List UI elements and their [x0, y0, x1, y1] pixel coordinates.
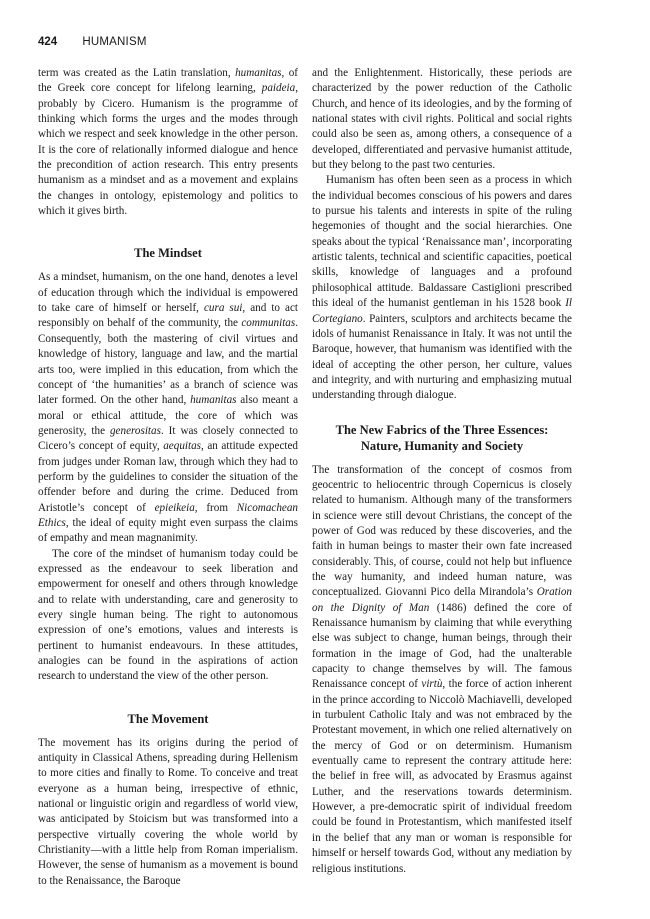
italic-term: humanitas [235, 67, 282, 79]
italic-term: virtù [421, 678, 443, 691]
italic-term: communitas [241, 317, 296, 330]
italic-term: paideia [261, 82, 296, 95]
fabrics-paragraph-1: The transformation of the concept of cosmos from geocentric to heliocentric through Copernicus is closely related to humanism. Although many of the transformers in science were still devout Christians, the concept of the power of God was reduced by these discoveries, and the faith in human beings to master their own fate increased considerably. This, of course, could not help but influence the way humanity, and indeed human nature, was conceptualized. Giovanni Pico della Mirandola’s Oration on the Dignity of Man (1486) defined the core of Renaissance humanism by claiming that while everything else was subject to change, human beings, through their formation in the image of God, had the unalterable capacity to change themselves by will. The famous Renaissance concept of virtù, the force of action inherent in the prince according to Niccolò Machiavelli, developed in turbulent Catholic Italy and was not embraced by the Protestant movement, in which one relied alternatively on the mercy of God or on determinism. Humanism eventually came to represent the contrary attitude here: the belief in free will, as advocated by Erasmus against Luther, and the reservations towards determinism. However, a pre-democratic spirit of individual freedom could be found in Protestantism, which manifested itself in the belief that any man or woman is responsible for himself or herself towards God, without any mediation by religious institutions. [312, 463, 573, 875]
italic-term: Oration on the Dignity of Man [312, 586, 572, 614]
italic-term: humanitas [190, 394, 237, 407]
movement-paragraph-1: The movement has its origins during the period of antiquity in Classical Athens, spreading during Hellenism to more cities and finally to Rome. To conceive and treat everyone as a human being, irrespective of ethnic, national or linguistic origin and regardless of world view, was anticipated by Stoicism but was transformed into a perspective virtually covering the whole world by Christianity—with a little help from Roman imperialism. However, the sense of humanism as a movement is bound to the Renaissance, the Baroque [38, 736, 298, 887]
mindset-paragraph-1: As a mindset, humanism, on the one hand, denotes a level of education through which the individual is empowered to take care of himself or herself, cura sui, and to act responsibly on behalf of the community, the communitas. Consequently, both the mastering of civil virtues and knowledge of history, language and law, and the martial arts too, were implied in this education, from which the concept of ‘the humanities’ as a branch of science was later formed. On the other hand, humanitas also meant a moral or ethical attitude, the core of which was generosity, the generositas. It was closely connected to Cicero’s concept of equity, aequitas, an attitude expected from judges under Roman law, through which they had to perform by the guidelines to consider the situation of the offender before and during the crime. Deduced from Aristotle’s concept of epieikeia, from Nicomachean Ethics, the ideal of equity might even surpass the claims of empathy and mean magnanimity. [38, 271, 299, 545]
mindset-paragraph-2: The core of the mindset of humanism today could be expressed as the endeavour to seek liberation and empowerment for oneself and others through knowledge and to relate with understanding, care and generosity to every single human being. The right to autonomous expression of one’s emotions, values and interests is pertinent to humanist endeavours. In these attitudes, analogies can be found in the aspirations of action research to understand the view of the other person. [38, 547, 298, 683]
italic-term: Il Cortegiano [312, 297, 572, 325]
movement-paragraph-continued: and the Enlightenment. Historically, these periods are characterized by the power reduction of the Catholic Church, and hence of its ideologies, and by the forming of national states with civil rights. Political and social rights could also be seen as, among others, a consequence of a developed, differentiated and pervasive humanist attitude, but they belong to the past two centuries. [312, 67, 572, 172]
section-heading-movement: The Movement [127, 711, 209, 726]
running-head [38, 36, 147, 48]
section-heading-fabrics [312, 422, 572, 454]
right-column [312, 66, 572, 877]
section-heading-fabrics-line1: The New Fabrics of the Three Essences: [335, 422, 549, 437]
section-heading-mindset: The Mindset [134, 246, 202, 261]
section-heading-fabrics-line2: Nature, Humanity and Society [360, 438, 524, 453]
italic-term: aequitas [163, 440, 201, 453]
left-column [38, 66, 298, 889]
page-number: 424 [38, 36, 58, 48]
italic-term: Nicomachean Ethics [38, 501, 298, 529]
movement-paragraph-2: Humanism has often been seen as a process in which the individual becomes conscious of his powers and dares to pursue his talents and interests in spite of the ruling hegemonies of thought and the social hierarchies. One speaks about the typical ‘Renaissance man’, incorporating artistic talents, technical and scientific capacities, poetical skills, knowledge of languages and a profound philosophical attitude. Baldassare Castiglioni prescribed this ideal of the humanist gentleman in his 1528 book Il Cortegiano. Painters, sculptors and architects became the idols of humanist Renaissance in Italy. It was not until the Baroque, however, that humanism was identified with the ideal of accepting the other person, her culture, values and integrity, and with nurturing and emphasizing mutual understanding through dialogue. [312, 174, 572, 402]
italic-term: epieikeia [154, 501, 195, 514]
italic-term: generositas [109, 424, 161, 437]
italic-term: cura sui [203, 302, 243, 315]
running-title: HUMANISM [82, 36, 147, 48]
intro-paragraph: term was created as the Latin translation, humanitas, of the Greek core concept for lifelong learning, paideia, probably by Cicero. Humanism is the programme of thinking which forms the urges and the modes through which we respect and seek knowledge in the other person. It is the core of relationally informed dialogue and hence the precondition of action research. This entry presents humanism as a mindset and as a movement and explains the changes in ontology, epistemology and politics to which it gives birth. [38, 67, 298, 218]
